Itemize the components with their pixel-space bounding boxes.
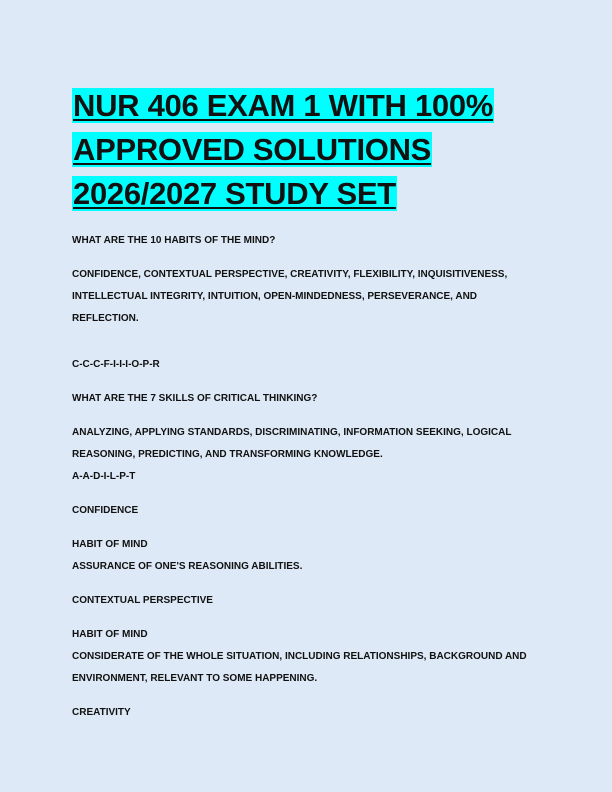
answer-skills-line-2: REASONING, PREDICTING, AND TRANSFORMING KNOWLEDGE. <box>72 449 383 460</box>
answer-habits-line-1: CONFIDENCE, CONTEXTUAL PERSPECTIVE, CREATIVITY, FLEXIBILITY, INQUISITIVENESS, <box>72 269 508 280</box>
title-line-3: 2026/2027 STUDY SET <box>73 176 396 211</box>
title-line-2: APPROVED SOLUTIONS <box>73 132 432 167</box>
term-confidence: CONFIDENCE <box>72 505 139 516</box>
title-line-1: NUR 406 EXAM 1 WITH 100% <box>73 88 494 123</box>
term-contextual-perspective: CONTEXTUAL PERSPECTIVE <box>72 595 213 606</box>
contextual-definition-line-1: CONSIDERATE OF THE WHOLE SITUATION, INCLUDING RELATIONSHIPS, BACKGROUND AND <box>72 651 527 662</box>
question-critical-thinking: WHAT ARE THE 7 SKILLS OF CRITICAL THINKING? <box>72 393 318 404</box>
contextual-definition-line-2: ENVIRONMENT, RELEVANT TO SOME HAPPENING. <box>72 673 318 684</box>
document-title <box>72 84 540 216</box>
answer-skills-line-1: ANALYZING, APPLYING STANDARDS, DISCRIMINATING, INFORMATION SEEKING, LOGICAL <box>72 427 512 438</box>
term-creativity: CREATIVITY <box>72 707 131 718</box>
document-body <box>72 230 540 724</box>
contextual-category: HABIT OF MIND <box>72 629 148 640</box>
question-habits-of-mind: WHAT ARE THE 10 HABITS OF THE MIND? <box>72 235 276 246</box>
confidence-category: HABIT OF MIND <box>72 539 148 550</box>
confidence-definition: ASSURANCE OF ONE'S REASONING ABILITIES. <box>72 561 303 572</box>
mnemonic-skills: A-A-D-I-L-P-T <box>72 471 136 482</box>
mnemonic-habits: C-C-C-F-I-I-I-O-P-R <box>72 359 160 370</box>
answer-habits-line-2: INTELLECTUAL INTEGRITY, INTUITION, OPEN-MINDEDNESS, PERSEVERANCE, AND REFLECTION. <box>72 291 478 324</box>
